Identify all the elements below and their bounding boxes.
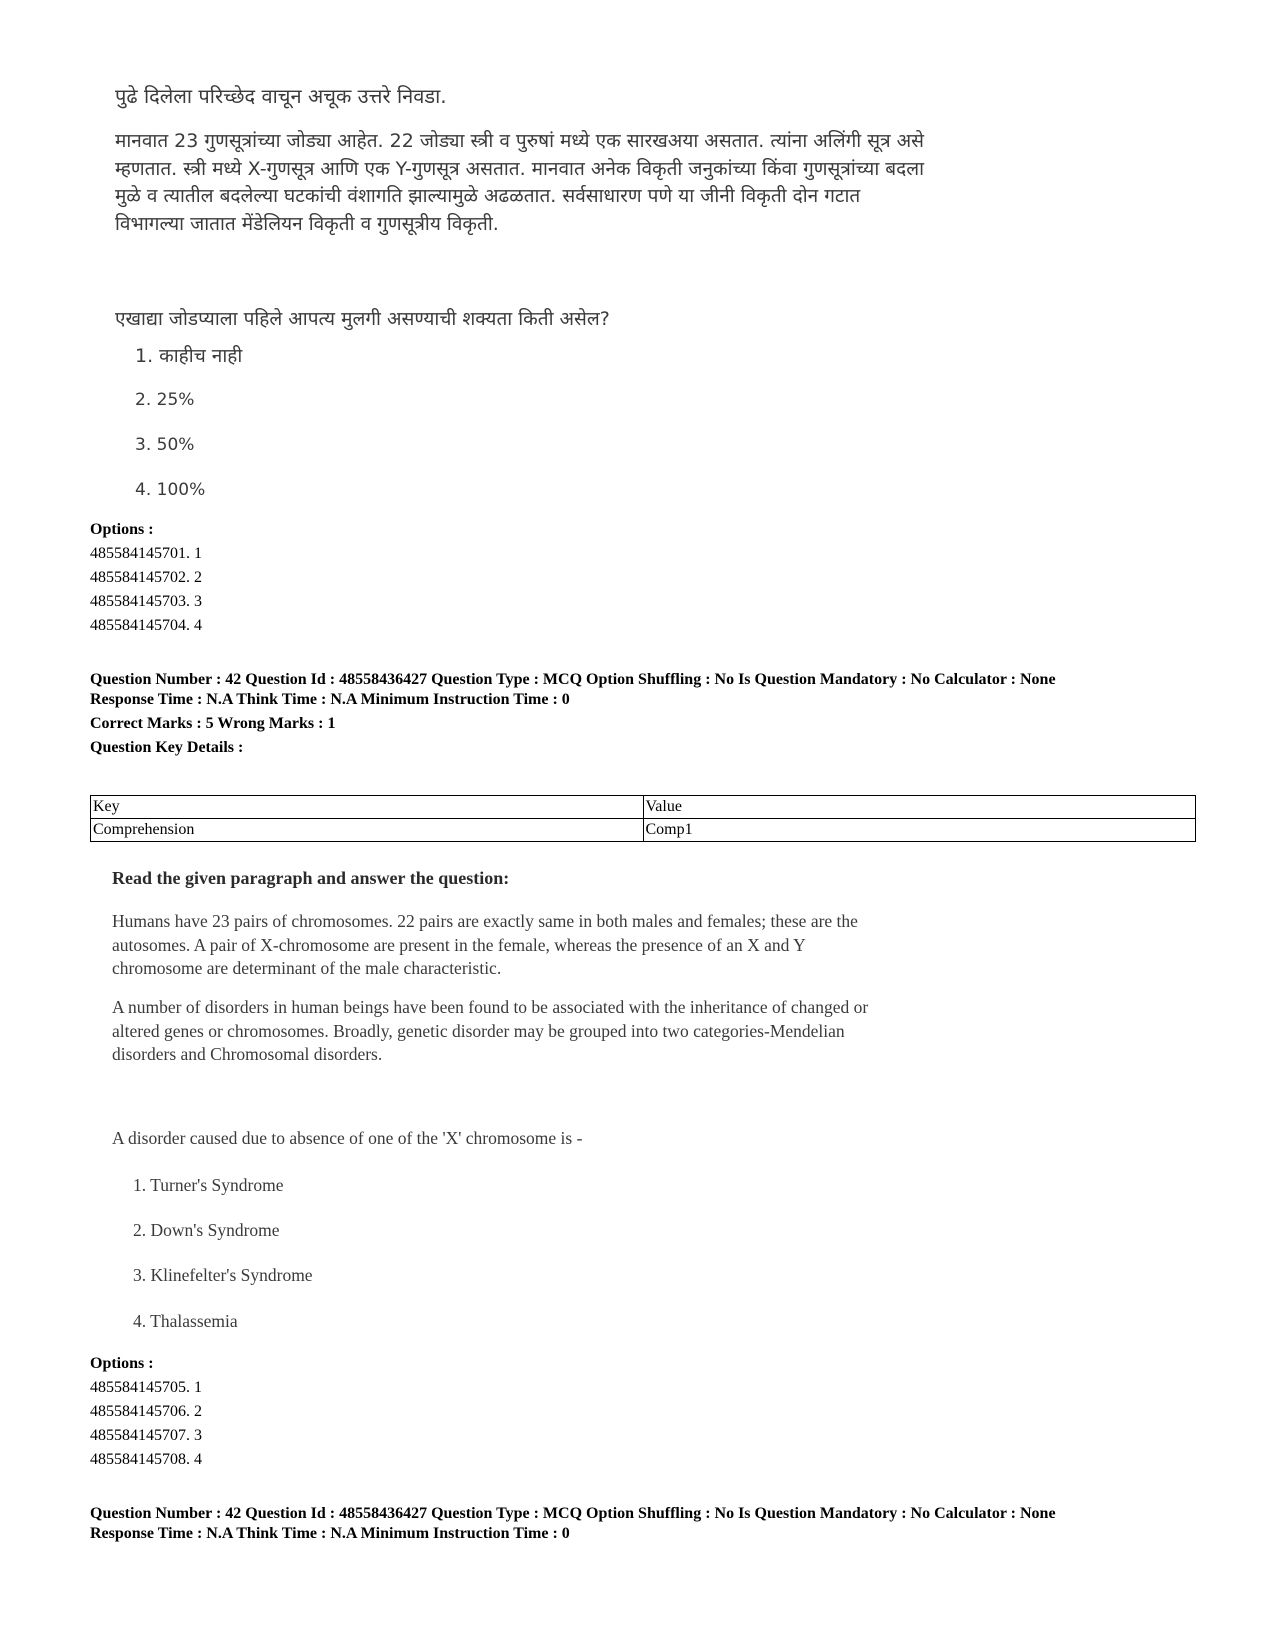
english-option-4: 4. Thalassemia (133, 1311, 238, 1331)
marathi-paragraph-line: म्हणतात. स्त्री मध्ये X-गुणसूत्र आणि एक Y-गुणसूत्र असतात. मानवात अनेक विकृती जनुकांच्या किंवा गुणसूत्रांच्या बदला (115, 157, 925, 180)
table-header-row (91, 796, 1196, 819)
marathi-option-1: 1. काहीच नाही (135, 345, 243, 367)
question-meta-line: Response Time : N.A Think Time : N.A Minimum Instruction Time : 0 (90, 691, 570, 708)
marathi-paragraph (115, 128, 1035, 238)
option-id: 485584145708. 4 (90, 1451, 202, 1468)
question-meta-line: Response Time : N.A Think Time : N.A Minimum Instruction Time : 0 (90, 1525, 570, 1542)
marathi-question-text: एखाद्या जोडप्याला पहिले आपत्य मुलगी असण्याची शक्यता किती असेल? (115, 308, 610, 330)
marathi-option-3: 3. 50% (135, 435, 195, 455)
english-paragraph-line: Humans have 23 pairs of chromosomes. 22 pairs are exactly same in both males and females; these are the (112, 911, 858, 931)
option-id: 485584145704. 4 (90, 617, 202, 634)
options-label: Options : (90, 1355, 154, 1372)
marathi-paragraph-line: मानवात 23 गुणसूत्रांच्या जोड्या आहेत. 22 जोड्या स्त्री व पुरुषां मध्ये एक सारखअया असतात. त्यांना अलिंगी सूत्र असे (115, 130, 924, 152)
english-instruction: Read the given paragraph and answer the question: (112, 868, 510, 888)
table-cell: Comprehension (91, 819, 644, 842)
english-question-text: A disorder caused due to absence of one of the 'X' chromosome is - (112, 1128, 583, 1148)
table-cell: Comp1 (643, 819, 1196, 842)
english-paragraph-line: A number of disorders in human beings have been found to be associated with the inheritance of changed or (112, 997, 869, 1017)
english-paragraph-line: disorders and Chromosomal disorders. (112, 1044, 383, 1064)
option-id: 485584145706. 2 (90, 1403, 202, 1420)
marathi-option-2: 2. 25% (135, 390, 195, 410)
table-header-cell: Value (643, 796, 1196, 819)
english-option-3: 3. Klinefelter's Syndrome (133, 1265, 313, 1285)
english-paragraph-line: autosomes. A pair of X-chromosome are present in the female, whereas the presence of an X and Y (112, 934, 806, 955)
marathi-paragraph-line: विभागल्या जातात मेंडेलियन विकृती व गुणसूत्रीय विकृती. (115, 212, 499, 235)
marks-line: Correct Marks : 5 Wrong Marks : 1 (90, 715, 336, 732)
question-meta-line: Question Number : 42 Question Id : 48558436427 Question Type : MCQ Option Shuffling : No Is Question Mandatory : No Calculator : None (90, 1505, 1056, 1522)
marathi-paragraph-line: मुळे व त्यातील बदलेल्या घटकांची वंशागति झाल्यामुळे अढळतात. सर्वसाधारण पणे या जीनी विकृती दोन गटात (115, 185, 861, 207)
option-id: 485584145705. 1 (90, 1379, 202, 1396)
table-header-cell: Key (91, 796, 644, 819)
english-paragraph-line: chromosome are determinant of the male characteristic. (112, 958, 502, 978)
english-paragraph-2 (112, 996, 1012, 1067)
option-id: 485584145703. 3 (90, 593, 202, 610)
question-meta-line: Question Number : 42 Question Id : 48558436427 Question Type : MCQ Option Shuffling : No Is Question Mandatory : No Calculator : None (90, 671, 1056, 688)
option-id: 485584145702. 2 (90, 569, 202, 586)
table-row (91, 819, 1196, 842)
marathi-instruction: पुढे दिलेला परिच्छेद वाचून अचूक उत्तरे निवडा. (115, 84, 447, 108)
english-paragraph-line: altered genes or chromosomes. Broadly, genetic disorder may be grouped into two categories-Mendelian (112, 1020, 845, 1041)
key-details-label: Question Key Details : (90, 739, 244, 756)
marathi-option-4: 4. 100% (135, 480, 206, 500)
option-id: 485584145701. 1 (90, 545, 202, 562)
english-option-1: 1. Turner's Syndrome (133, 1175, 284, 1195)
english-option-2: 2. Down's Syndrome (133, 1220, 280, 1240)
options-label: Options : (90, 521, 154, 538)
english-paragraph-1 (112, 910, 1012, 981)
option-id: 485584145707. 3 (90, 1427, 202, 1444)
key-details-table (90, 795, 1196, 842)
